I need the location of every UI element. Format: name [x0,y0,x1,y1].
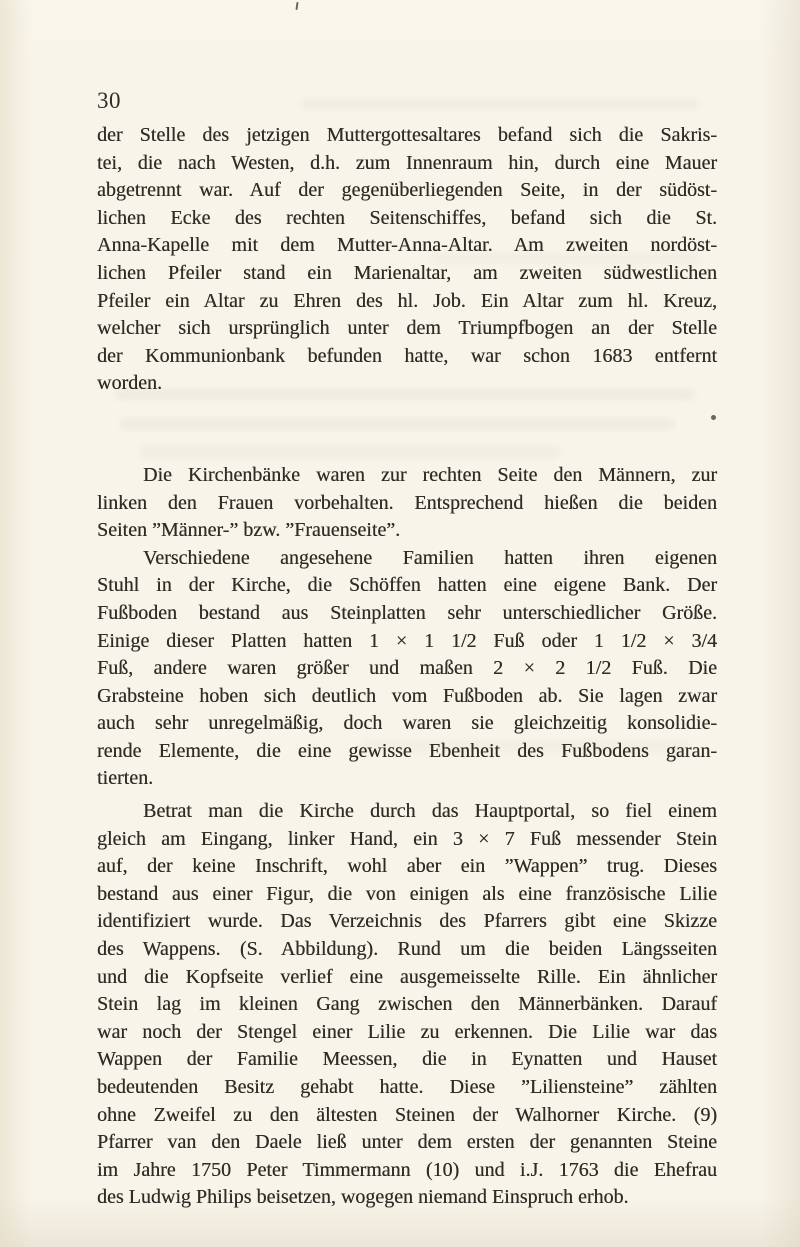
paragraph [97,122,717,398]
text-line: Seiten ”Männer-” bzw. ”Frauenseite”. [97,519,401,542]
text-line: des Ludwig Philips beisetzen, wogegen niemand Einspruch erhob. [97,1186,629,1209]
text-line: auch sehr unregelmäßig, doch waren sie gleichzeitig konsolidie- [97,712,717,735]
text-line: welcher sich ursprünglich unter dem Triumpfbogen an der Stelle [97,317,717,340]
text-line: Pfeiler ein Altar zu Ehren des hl. Job. Ein Altar zum hl. Kreuz, [97,289,717,312]
text-line: bestand aus einer Figur, die von einigen als eine französische Lilie [97,882,717,905]
text-line: war noch der Stengel einer Lilie zu erkennen. Die Lilie war das [97,1020,717,1043]
text-line: Verschiedene angesehene Familien hatten ihren eigenen [143,546,717,569]
text-line: bedeutenden Besitz gehabt hatte. Diese ”Liliensteine” zählten [97,1076,717,1098]
text-line: Stein lag im kleinen Gang zwischen den Männerbänken. Darauf [97,993,717,1016]
text-line: gleich am Eingang, linker Hand, ein 3 × 7 Fuß messender Stein [97,827,717,850]
show-through-ghost [300,98,700,110]
text-line: und die Kopfseite verlief eine ausgemeisselte Rille. Ein ähnlicher [97,965,717,988]
text-line: der Kommunionbank befunden hatte, war schon 1683 entfernt [97,344,717,367]
text-line: ohne Zweifel zu den ältesten Steinen der Walhorner Kirche. (9) [97,1103,717,1126]
text-line: tei, die nach Westen, d.h. zum Innenraum hin, durch eine Mauer [97,151,717,174]
text-block [97,122,717,1212]
paragraph [97,545,717,793]
text-line: worden. [97,372,162,395]
text-line: lichen Ecke des rechten Seitenschiffes, befand sich die St. [97,206,717,229]
text-line: Einige dieser Platten hatten 1 × 1 1/2 Fuß oder 1 1/2 × 3/4 [97,629,717,652]
text-line: auf, der keine Inschrift, wohl aber ein ”Wappen” trug. Dieses [97,855,717,878]
text-line: abgetrennt war. Auf der gegenüberliegenden Seite, in der südöst- [97,179,717,202]
text-line: Anna-Kapelle mit dem Mutter-Anna-Altar. Am zweiten nordöst- [97,234,717,257]
text-line: Wappen der Familie Meessen, die in Eynatten und Hauset [97,1048,717,1071]
page-number: 30 [97,88,121,113]
text-line: Pfarrer van den Daele ließ unter dem ersten der genannten Steine [97,1131,717,1154]
text-line: Die Kirchenbänke waren zur rechten Seite den Männern, zur [143,463,717,486]
text-line: identifiziert wurde. Das Verzeichnis des Pfarrers gibt eine Skizze [97,910,717,933]
text-line: linken den Frauen vorbehalten. Entsprechend hießen die beiden [97,491,717,514]
paragraph [97,798,717,1212]
stray-ink-tick [295,2,298,10]
text-line: lichen Pfeiler stand ein Marienaltar, am zweiten südwestlichen [97,261,717,284]
text-line: des Wappens. (S. Abbildung). Rund um die beiden Längsseiten [97,938,717,961]
text-line: Betrat man die Kirche durch das Hauptportal, so fiel einem [143,800,717,823]
text-line: der Stelle des jetzigen Muttergottesaltares befand sich die Sakris- [97,124,717,146]
text-line: rende Elemente, die eine gewisse Ebenheit des Fußbodens garan- [97,739,717,762]
text-line: Stuhl in der Kirche, die Schöffen hatten eine eigene Bank. Der [97,574,717,597]
text-line: Grabsteine hoben sich deutlich vom Fußboden ab. Sie lagen zwar [97,684,717,707]
text-line: im Jahre 1750 Peter Timmermann (10) und i.J. 1763 die Ehefrau [97,1158,717,1181]
text-line: Fußboden bestand aus Steinplatten sehr unterschiedlicher Größe. [97,601,717,624]
paragraph [97,462,717,545]
text-line: Fuß, andere waren größer und maßen 2 × 2 1/2 Fuß. Die [97,657,717,680]
text-line: tierten. [97,767,154,790]
